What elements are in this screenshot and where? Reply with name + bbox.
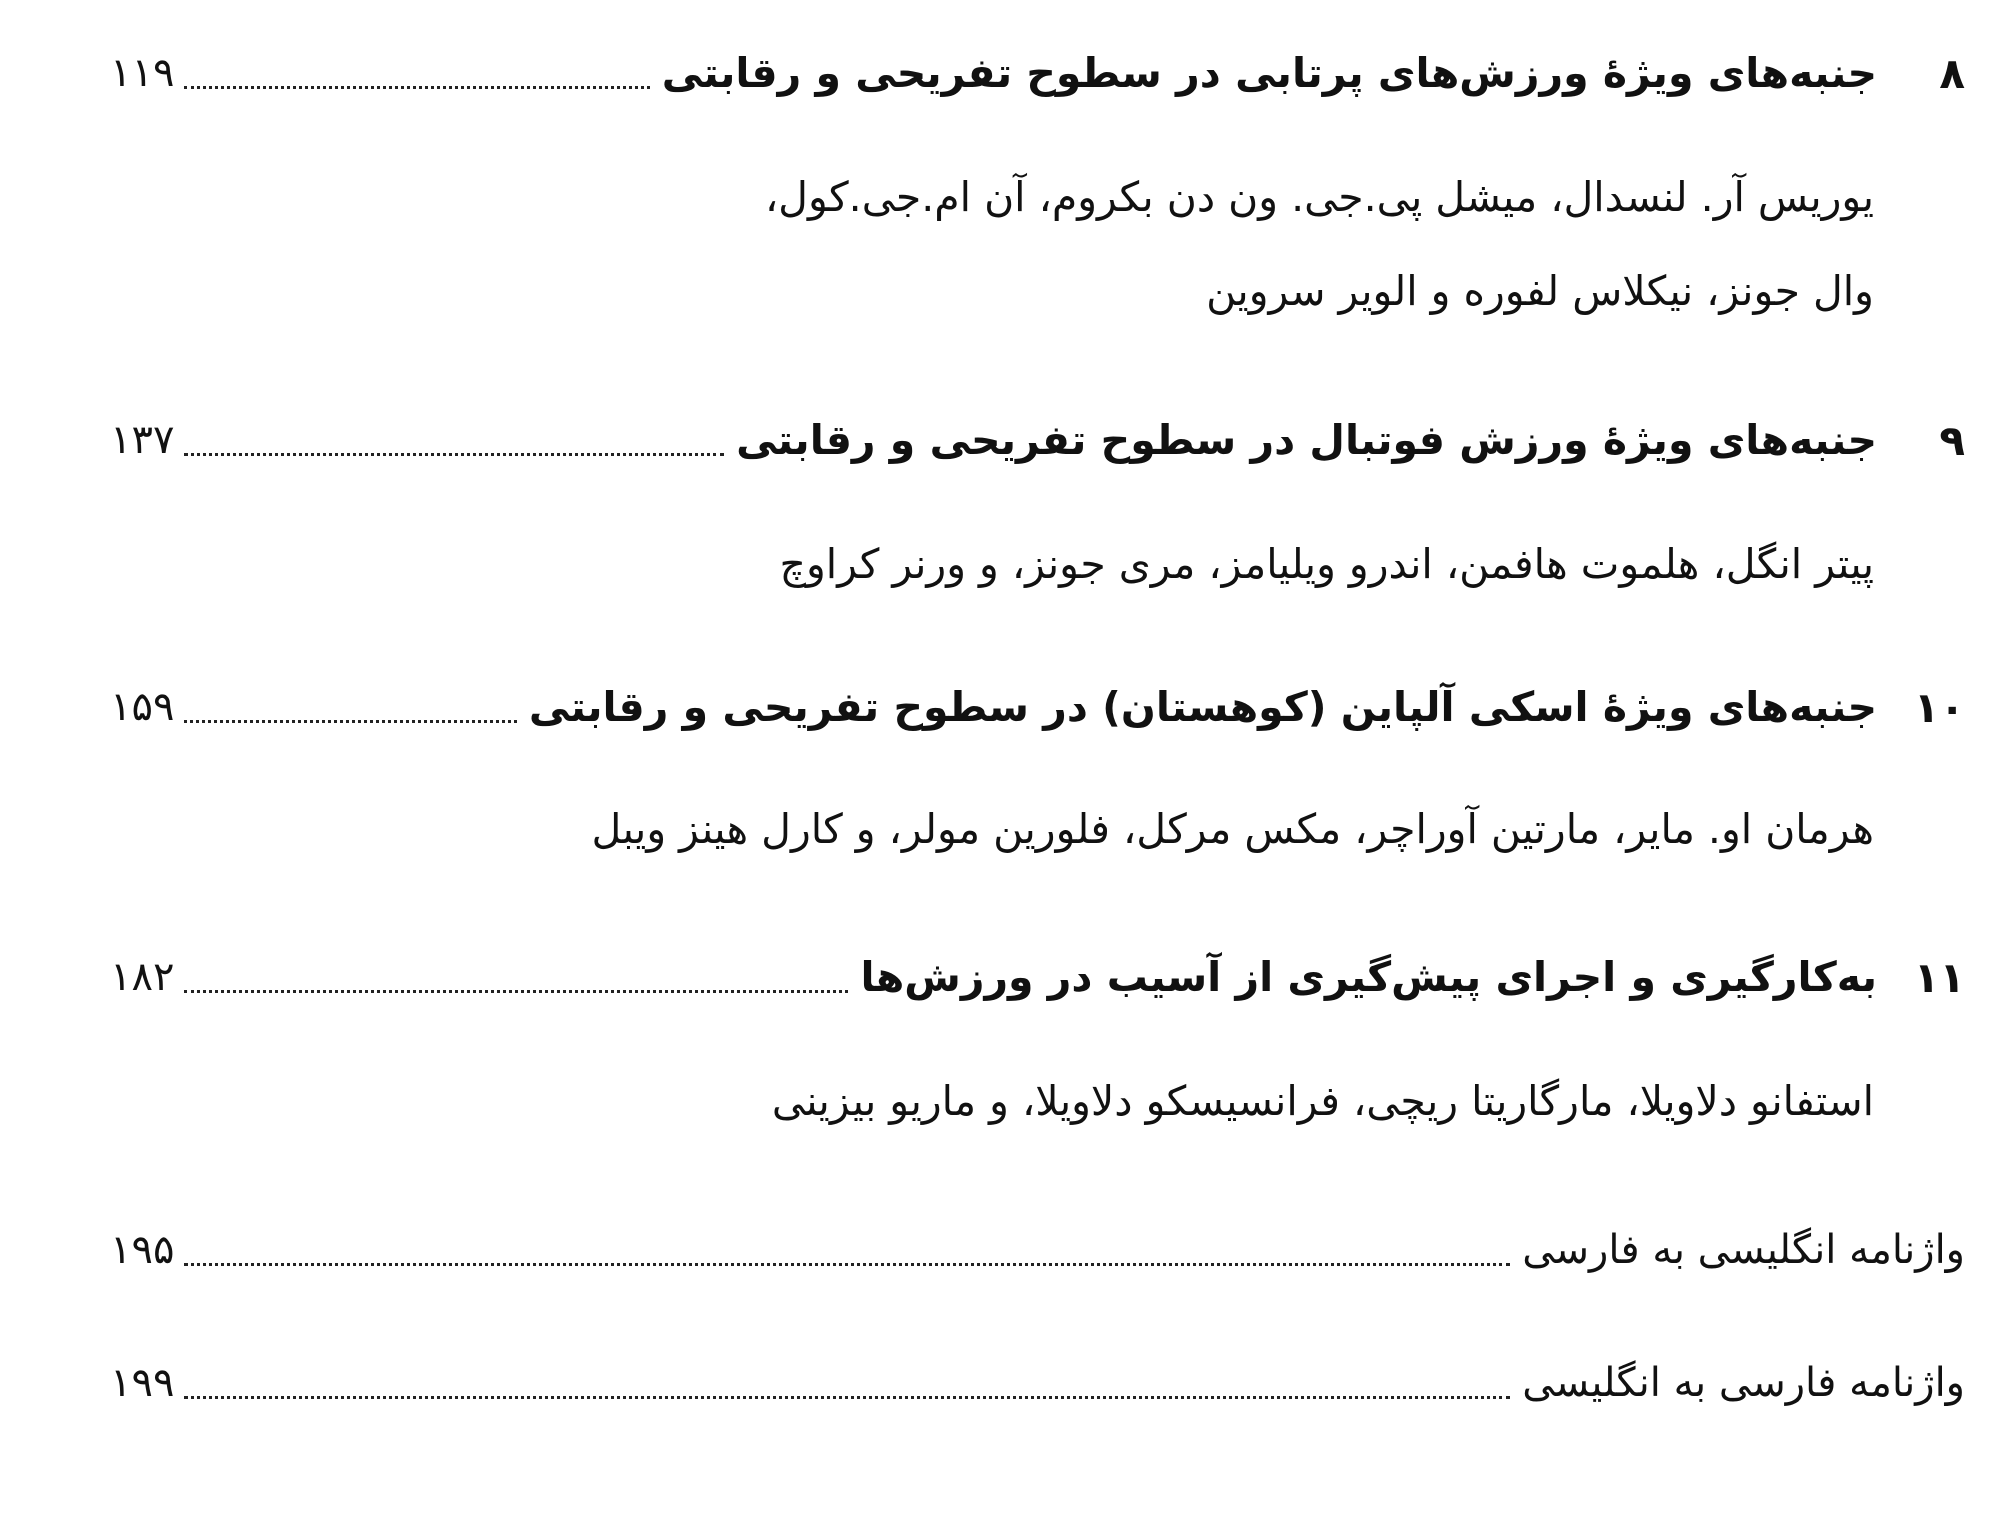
- chapter-title: به‌کارگیری و اجرای پیش‌گیری از آسیب در ورزش‌ها: [860, 953, 1877, 1001]
- chapter-authors: یوریس آر. لنسدال، میشل پی.جی. ون دن بکروم، آن ام.جی.کول،: [764, 173, 1874, 221]
- chapter-authors: وال جونز، نیکلاس لفوره و الویر سروین: [1206, 267, 1874, 315]
- toc-entry-chapter-11[interactable]: [110, 937, 1965, 1017]
- chapter-title: جنبه‌های ویژهٔ ورزش فوتبال در سطوح تفریحی و رقابتی: [736, 416, 1877, 464]
- dot-leader: [184, 453, 724, 456]
- page-number: ۱۹۹: [110, 1360, 175, 1406]
- chapter-number: ۱۰: [1913, 682, 1965, 732]
- chapter-authors: پیتر انگل، هلموت هافمن، اندرو ویلیامز، مری جونز، و ورنر کراوچ: [779, 540, 1874, 588]
- dot-leader: [184, 990, 848, 993]
- toc-entry-chapter-10[interactable]: [110, 667, 1965, 747]
- page-number: ۱۸۲: [110, 954, 175, 1000]
- page-number: ۱۵۹: [110, 684, 175, 730]
- page-number: ۱۹۵: [110, 1227, 175, 1273]
- page-number: ۱۱۹: [110, 50, 175, 96]
- dot-leader: [184, 720, 516, 723]
- glossary-title: واژنامه انگلیسی به فارسی: [1522, 1227, 1965, 1273]
- chapter-number: ۸: [1939, 48, 1965, 98]
- page-number: ۱۳۷: [110, 417, 175, 463]
- chapter-number: ۱۱: [1913, 952, 1965, 1002]
- dot-leader: [184, 86, 649, 89]
- toc-entry-chapter-8[interactable]: [110, 33, 1965, 113]
- chapter-authors: هرمان او. مایر، مارتین آوراچر، مکس مرکل، فلورین مولر، و کارل هینز ویبل: [591, 805, 1874, 853]
- chapter-authors: استفانو دلاویلا، مارگاریتا ریچی، فرانسیسکو دلاویلا، و ماریو بیزینی: [771, 1077, 1874, 1125]
- chapter-title: جنبه‌های ویژهٔ ورزش‌های پرتابی در سطوح تفریحی و رقابتی: [661, 49, 1877, 97]
- toc-entry-glossary-en-fa[interactable]: [110, 1210, 1965, 1290]
- toc-entry-chapter-9[interactable]: [110, 400, 1965, 480]
- chapter-title: جنبه‌های ویژهٔ اسکی آلپاین (کوهستان) در سطوح تفریحی و رقابتی: [528, 683, 1877, 731]
- toc-entry-glossary-fa-en[interactable]: [110, 1343, 1965, 1423]
- glossary-title: واژنامه فارسی به انگلیسی: [1522, 1360, 1965, 1406]
- chapter-number: ۹: [1939, 415, 1965, 465]
- dot-leader: [184, 1263, 1510, 1266]
- dot-leader: [184, 1396, 1510, 1399]
